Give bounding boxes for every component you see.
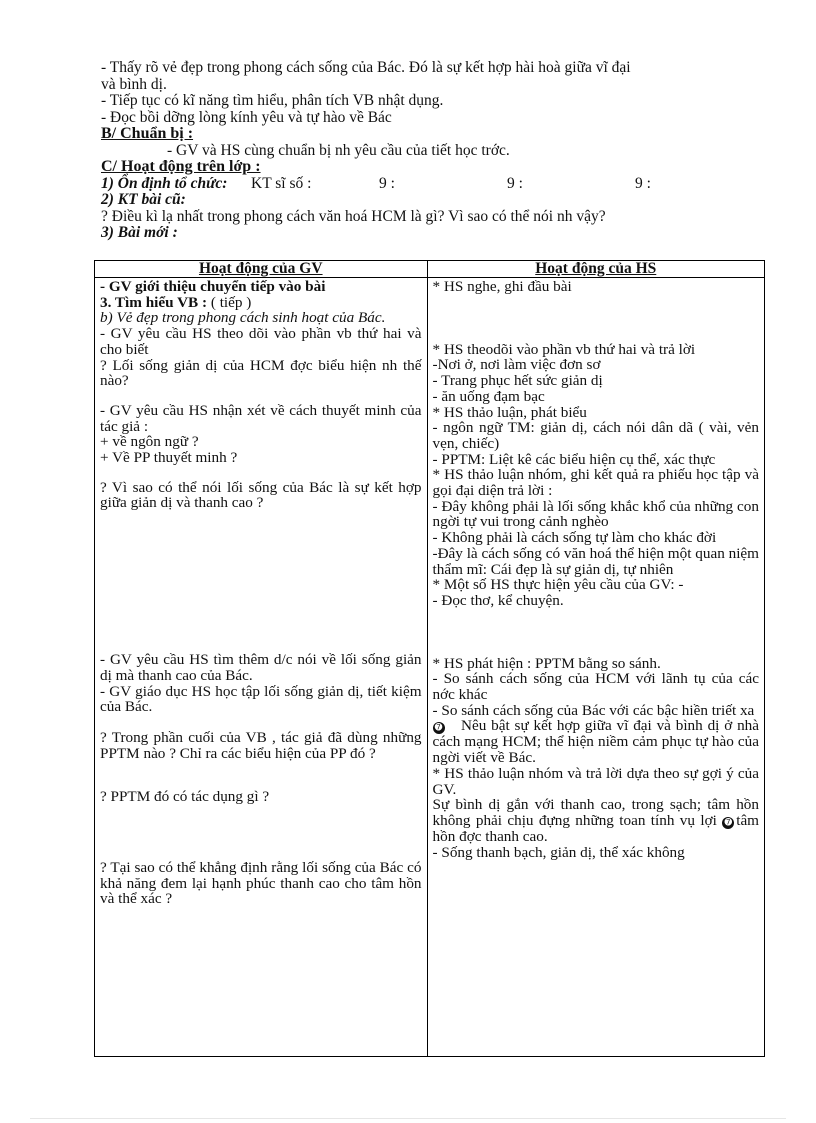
step2-question: ? Điều kì lạ nhất trong phong cách văn hoá HCM là gì? Vì sao có thể nói nh vậy?: [101, 207, 606, 225]
objective-line: và bình dị.: [101, 75, 167, 93]
gv-intro: - GV giới thiệu chuyển tiếp vào bài: [100, 278, 326, 295]
section-c-heading: C/ Hoạt động trên lớp :: [101, 158, 261, 175]
gv-section3-note: ( tiếp ): [210, 293, 252, 311]
header-student: Hoạt động của HS: [427, 261, 764, 278]
hs-text: * HS phát hiện : PPTM bằng so sánh.: [432, 654, 661, 672]
gv-text: - GV giáo dục HS học tập lối sống giản dị, tiết kiệm của Bác.: [100, 682, 422, 716]
gv-text: - GV yêu cầu HS tìm thêm d/c nói về lối sống giản dị mà thanh cao của Bác.: [100, 651, 422, 684]
numbered-bullet-icon: ➐: [433, 722, 445, 734]
section-b-heading: B/ Chuẩn bị :: [101, 125, 194, 142]
hs-text: -Nơi ở, nơi làm việc đơn sơ: [432, 356, 601, 374]
student-activity-cell: [427, 278, 764, 1057]
hs-text-span: Sự bình dị gắn với thanh cao, trong sạch; tâm hồn không phải chịu đựng những toan tính vụ lợi: [432, 796, 759, 829]
hs-text-span: Nêu bật sự kết hợp giữa vĩ đại và bình dị ở nhà cách mạng HCM; thể hiện niềm cảm phục tự hào của ngời viết về Bác.: [432, 717, 759, 767]
hs-text: * HS nghe, ghi đầu bài: [432, 278, 572, 295]
hs-text: * HS thảo luận nhóm, ghi kết quả ra phiếu học tập và gọi đại diện trả lời :: [432, 466, 759, 500]
step1-line: [101, 176, 761, 193]
intro-block: [101, 60, 761, 242]
header-teacher: Hoạt động của GV: [95, 261, 428, 278]
hs-text: - So sánh cách sống của Bác với các bậc hiền triết xa: [432, 701, 755, 719]
gv-section3: [100, 295, 422, 311]
numbered-bullet-icon: ➐: [722, 817, 734, 829]
gv-text: ? Vì sao có thể nói lối sống của Bác là sự kết hợp giữa giản dị và thanh cao ?: [100, 478, 422, 512]
teacher-activity-cell: [95, 278, 428, 1057]
hs-text: - So sánh cách sống của HCM với lãnh tụ của các nớc khác: [432, 670, 759, 704]
table-row: [95, 278, 765, 1057]
prep-line: - GV và HS cùng chuẩn bị nh yêu cầu của tiết học trớc.: [167, 141, 510, 159]
objective-line: - Tiếp tục có kĩ năng tìm hiểu, phân tích VB nhật dụng.: [101, 92, 444, 109]
objective-line: - Đọc bồi dỡng lòng kính yêu và tự hào về Bác: [101, 108, 392, 126]
activity-table: [94, 260, 765, 1057]
hs-text: - Không phải là cách sống tự làm cho khác đời: [432, 529, 717, 547]
hs-text: [433, 797, 759, 844]
hs-text: - ngôn ngữ TM: giản dị, cách nói dân dã ( vài, vẻn vẹn, chiếc): [432, 419, 759, 452]
page-bottom-divider: [30, 1118, 786, 1119]
gv-text: ? Trong phần cuối của VB , tác giả đã dùng những PPTM nào ? Chỉ ra các biểu hiện của PP đó ?: [100, 728, 422, 762]
class-2: 9 :: [507, 174, 523, 192]
class-1: 9 :: [379, 174, 395, 192]
objective-line: - Thấy rõ vẻ đẹp trong phong cách sống của Bác. Đó là sự kết hợp hài hoà giữa vĩ đại: [101, 59, 631, 76]
gv-text: - GV yêu cầu HS theo dõi vào phần vb thứ hai và cho biết: [100, 325, 422, 358]
attendance-label: KT sĩ số :: [251, 174, 312, 192]
step3-label: 3) Bài mới :: [101, 224, 178, 241]
hs-text: -Đây là cách sống có văn hoá thể hiện một quan niệm thẩm mĩ: Cái đẹp là sự giản dị, tự nhiên: [432, 544, 759, 578]
hs-text: [433, 718, 759, 765]
gv-sub-b: b) Vẻ đẹp trong phong cách sinh hoạt của Bác.: [100, 309, 386, 327]
gv-text: ? PPTM đó có tác dụng gì ?: [100, 788, 270, 806]
hs-text: - ăn uống đạm bạc: [432, 387, 545, 405]
hs-text: - Trang phục hết sức giản dị: [432, 372, 603, 390]
hs-text-span: tâm hồn đợc thanh cao.: [432, 811, 759, 845]
hs-text: * HS theodõi vào phần vb thứ hai và trả lời: [432, 340, 696, 358]
gv-text: + về ngôn ngữ ?: [100, 433, 199, 451]
gv-text: ? Lối sống giản dị của HCM đợc biểu hiện nh thế nào?: [100, 356, 422, 390]
hs-text: - Đây không phải là lối sống khắc khổ của những con ngời tự vui trong cảnh nghèo: [432, 497, 759, 531]
hs-text: - Sống thanh bạch, giản dị, thể xác không: [432, 843, 685, 861]
step2-label: 2) KT bài cũ:: [101, 191, 186, 208]
gv-text: - GV yêu cầu HS nhận xét về cách thuyết minh của tác giả :: [100, 401, 422, 435]
hs-text: - Đọc thơ, kể chuyện.: [432, 591, 564, 609]
hs-text: * Một số HS thực hiện yêu cầu của GV: -: [432, 576, 684, 594]
gv-text: ? Tại sao có thể khẳng định rằng lối sống của Bác có khả năng đem lại hạnh phúc thanh cao cho tâm hồn và thể xác ?: [100, 859, 422, 908]
hs-text: - PPTM: Liệt kê các biểu hiện cụ thể, xác thực: [432, 450, 716, 468]
table-header-row: [95, 261, 765, 278]
gv-text: + Về PP thuyết minh ?: [100, 449, 238, 467]
class-3: 9 :: [635, 174, 651, 192]
step1-label: 1) Ổn định tổ chức:: [101, 174, 228, 192]
gv-section3-title: 3. Tìm hiểu VB :: [100, 293, 208, 311]
hs-text: * HS thảo luận nhóm và trả lời dựa theo sự gợi ý của GV.: [432, 764, 759, 798]
hs-text: * HS thảo luận, phát biểu: [432, 403, 587, 421]
